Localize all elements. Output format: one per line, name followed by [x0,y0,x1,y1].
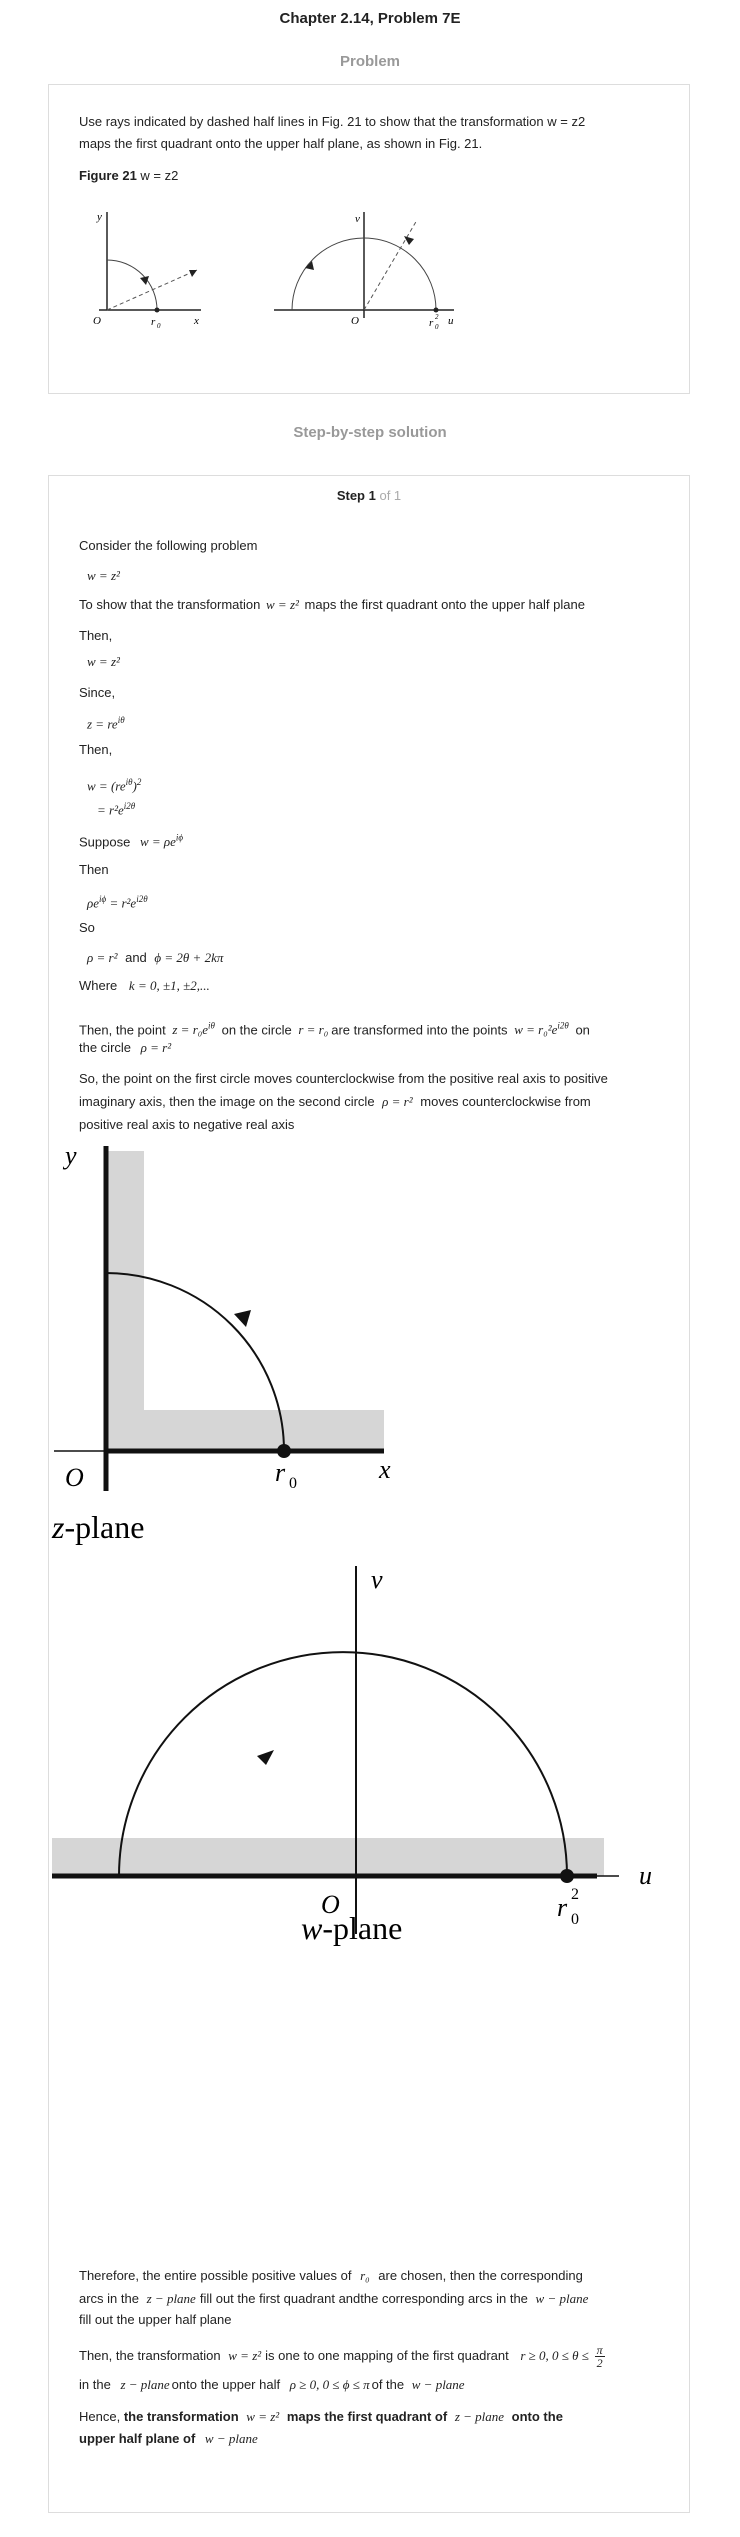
step-p10-b: on the circle [221,1022,292,1038]
step-p12-a: Therefore, the entire possible positive values of [79,2268,352,2283]
fig21-right-r0-sup: 2 [435,313,439,321]
wplane-caption-var: w [301,1910,323,1946]
fig21-left-arc [107,260,157,310]
step-p2-a: To show that the transformation [79,597,261,612]
eq-rho-r2: ρ = r² [87,950,118,965]
step-p9 [79,976,210,996]
figure-caption [79,166,178,186]
wplane-r0-dot [560,1869,574,1883]
eq-rho-phi-range: ρ ≥ 0, 0 ≤ ϕ ≤ π [289,2377,370,2392]
fig21-left-o-label: O [93,315,101,327]
wplane-shade [52,1838,604,1876]
fig21-right-r0-sub: 0 [435,323,439,330]
problem-text-line2: maps the first quadrant onto the upper half plane, as shown in Fig. 21. [79,136,483,151]
eq-w-r0sq-sup: i2θ [557,1021,569,1031]
step-p11-line1: So, the point on the first circle moves counterclockwise from the positive real axis to positive [79,1071,608,1086]
eq-w-rho-sup: iϕ [175,833,184,843]
step-p13-d: onto the upper half [171,2377,281,2392]
fig21-right-r0-label: r [429,317,434,329]
eq-pi-over-2 [595,2344,605,2369]
step-p13-line2 [79,2375,465,2395]
eq-w-z2-1: w = z² [87,568,120,583]
step-count: of 1 [379,488,402,503]
step-p13-b: is one to one mapping of the first quadrant [265,2348,509,2363]
eq-z-r0e-sup: iθ [208,1021,215,1031]
eq-w-expand-2-sup: i2θ [123,801,136,811]
step-p10-line1 [79,1016,590,1040]
eq-rho-equal [87,890,148,912]
step-p10-line2 [79,1038,171,1058]
step-p2-b: maps the first quadrant onto the upper half plane [304,597,585,612]
eq-w-rho-base: w = ρe [139,834,176,850]
fig21-left-r0-dot [155,308,160,313]
step-p14-e: upper half plane of [79,2431,196,2446]
eq-r-r0: r = r₀ [298,1022,329,1038]
step-p10-d: on [575,1022,590,1038]
wplane-arc-arrow [257,1750,274,1765]
eq-w-rho [140,834,183,849]
eq-w-z2-4: w = z² [246,2409,280,2424]
step-p13-e: of the [371,2377,405,2392]
zplane-x-label: x [379,1455,391,1484]
zplane-shade-vertical [106,1151,144,1451]
step-p14-line1 [79,2407,563,2427]
zplane-arc-arrow [234,1310,251,1327]
figure-label: Figure 21 [79,168,137,183]
zplane-r0-label: r [275,1458,286,1487]
eq-z-r0e-base: z = r₀e [172,1022,209,1038]
step-p13-c: in the [79,2377,111,2392]
zplane-o-label: O [65,1463,84,1492]
step-header [49,488,689,503]
zplane-r0-dot [277,1444,291,1458]
eq-rho-equal-a: ρe [87,895,100,911]
eq-z-plane-2: z − plane [120,2377,170,2392]
step-p11-b: moves counterclockwise from [420,1094,591,1109]
step-p11-line2 [79,1092,591,1112]
wplane-o-label: O [321,1890,340,1919]
step-p10-c: are transformed into the points [331,1022,508,1038]
step-p13-a: Then, the transformation [79,2348,221,2363]
fig21-left-r0-sub: 0 [157,322,161,330]
eq-z-rei-base: z = re [87,716,118,732]
eq-w-expand-1 [87,773,141,795]
eq-phi: ϕ = 2θ + 2kπ [154,950,224,965]
eq-z-rei [87,711,125,733]
wplane-caption [301,1910,402,1946]
fig21-left-y-label: y [97,211,102,223]
zplane-caption [51,1509,144,1545]
eq-w-z2-2: w = z² [87,654,120,669]
fig21-left-r0-label: r [151,316,156,328]
eq-w-r0sq [514,1022,569,1037]
step-p6 [79,828,183,852]
wplane-u-label: u [639,1861,652,1890]
eq-z-r0e [172,1022,215,1037]
fig21-right-u-label: u [448,315,454,327]
eq-rho-equal-bsup: i2θ [136,894,148,904]
step-p14-b: the transformation [123,2409,239,2424]
step-p2 [79,595,585,615]
step-p14-c: maps the first quadrant of [286,2409,448,2424]
eq-w-expand-1-close: ) [132,778,137,794]
eq-and: and [125,950,147,965]
step-p14-line2 [79,2429,258,2449]
eq-k-values: k = 0, ±1, ±2,... [128,978,210,993]
fig21-left-ray-arrow [189,270,197,277]
page-title: Chapter 2.14, Problem 7E [279,10,461,27]
step-label: Step 1 [336,488,376,503]
eq-w-expand-1-sup: iθ [125,777,133,787]
step-p8: So [79,920,95,935]
eq-rho-r2-second: ρ = r² [382,1094,413,1109]
step-p4: Since, [79,685,116,700]
eq-r-theta-range: r ≥ 0, 0 ≤ θ ≤ [520,2348,589,2363]
wplane-r0-sup: 2 [571,1886,579,1903]
step-p6-text: Suppose [79,834,131,850]
fig21-left-x-label: x [194,315,199,327]
problem-card [48,84,690,394]
eq-w-plane-2: w − plane [411,2377,465,2392]
step-p12-d: fill out the first quadrant andthe corresponding arcs in the [199,2291,528,2306]
step-p12-b: are chosen, then the corresponding [378,2268,583,2283]
wplane-v-label: v [371,1565,383,1594]
eq-w-expand-1-pow: 2 [136,777,142,787]
eq-w-plane-1: w − plane [535,2291,589,2306]
eq-w-expand-2 [97,797,135,819]
step-p2-eq: w = z² [266,597,299,612]
solution-heading: Step-by-step solution [293,424,447,441]
step-p14-d: onto the [511,2409,563,2424]
solution-card [48,475,690,2513]
fig21-right-dashed-ray [364,220,417,310]
eq-rho-equal-b: = r²e [106,895,137,911]
eq-rho-r2-circle: ρ = r² [140,1040,172,1055]
step-p11-a: imaginary axis, then the image on the second circle [79,1094,375,1109]
eq-w-expand-1-base: w = (re [87,778,126,794]
eq-w-z2-3: w = z² [228,2348,262,2363]
step-p9-text: Where [79,978,118,993]
step-p14-a: Hence, [79,2409,121,2424]
fig21-right-o-label: O [351,315,359,327]
eq-rho-equal-asup: iϕ [99,894,107,904]
eq-w-r0sq-base: w = r₀²e [514,1022,558,1038]
step-p12-line1 [79,2266,583,2286]
step-p13-line1 [79,2344,605,2369]
zplane-r0-sub: 0 [289,1475,297,1492]
figure-eq: w = z2 [140,168,179,183]
step-p10-e: the circle [79,1040,132,1055]
eq-w-expand-2-base: = r²e [97,802,124,818]
step-p11-line3: positive real axis to negative real axis [79,1117,295,1132]
fig21-left-dashed-ray [107,270,197,310]
z-plane-figure [49,1136,689,1556]
eq-z-plane-1: z − plane [146,2291,196,2306]
zplane-shade-horizontal [106,1410,384,1451]
zplane-y-label: y [65,1141,77,1170]
step-p5: Then, [79,742,113,757]
eq-pi-num: π [596,2343,603,2358]
zplane-caption-var: z [52,1509,65,1545]
step-p7: Then [79,862,109,877]
eq-z-plane-3: z − plane [454,2409,505,2424]
eq-rho-phi [87,948,223,968]
problem-heading: Problem [339,53,400,70]
problem-figure-21 [79,200,479,330]
eq-z-rei-sup: iθ [117,715,125,725]
fig21-right-r0-dot [434,308,439,313]
step-p12-line3: fill out the upper half plane [79,2312,232,2327]
w-plane-figure [49,1556,689,1946]
problem-text-line1: Use rays indicated by dashed half lines in Fig. 21 to show that the transformation w = z2 [79,114,586,129]
eq-pi-den: 2 [596,2356,603,2371]
eq-r0: r₀ [360,2268,370,2283]
step-p10-a: Then, the point [79,1022,166,1038]
fig21-right-v-label: v [355,213,360,225]
wplane-r0-sub: 0 [571,1911,579,1928]
zplane-caption-suffix: -plane [64,1509,145,1545]
wplane-r0-label: r [557,1893,568,1922]
step-p1: Consider the following problem [79,538,258,553]
step-p12-line2 [79,2289,588,2309]
wplane-caption-suffix: -plane [322,1910,403,1946]
eq-w-plane-3: w − plane [204,2431,258,2446]
step-p3: Then, [79,628,113,643]
step-p12-c: arcs in the [79,2291,139,2306]
